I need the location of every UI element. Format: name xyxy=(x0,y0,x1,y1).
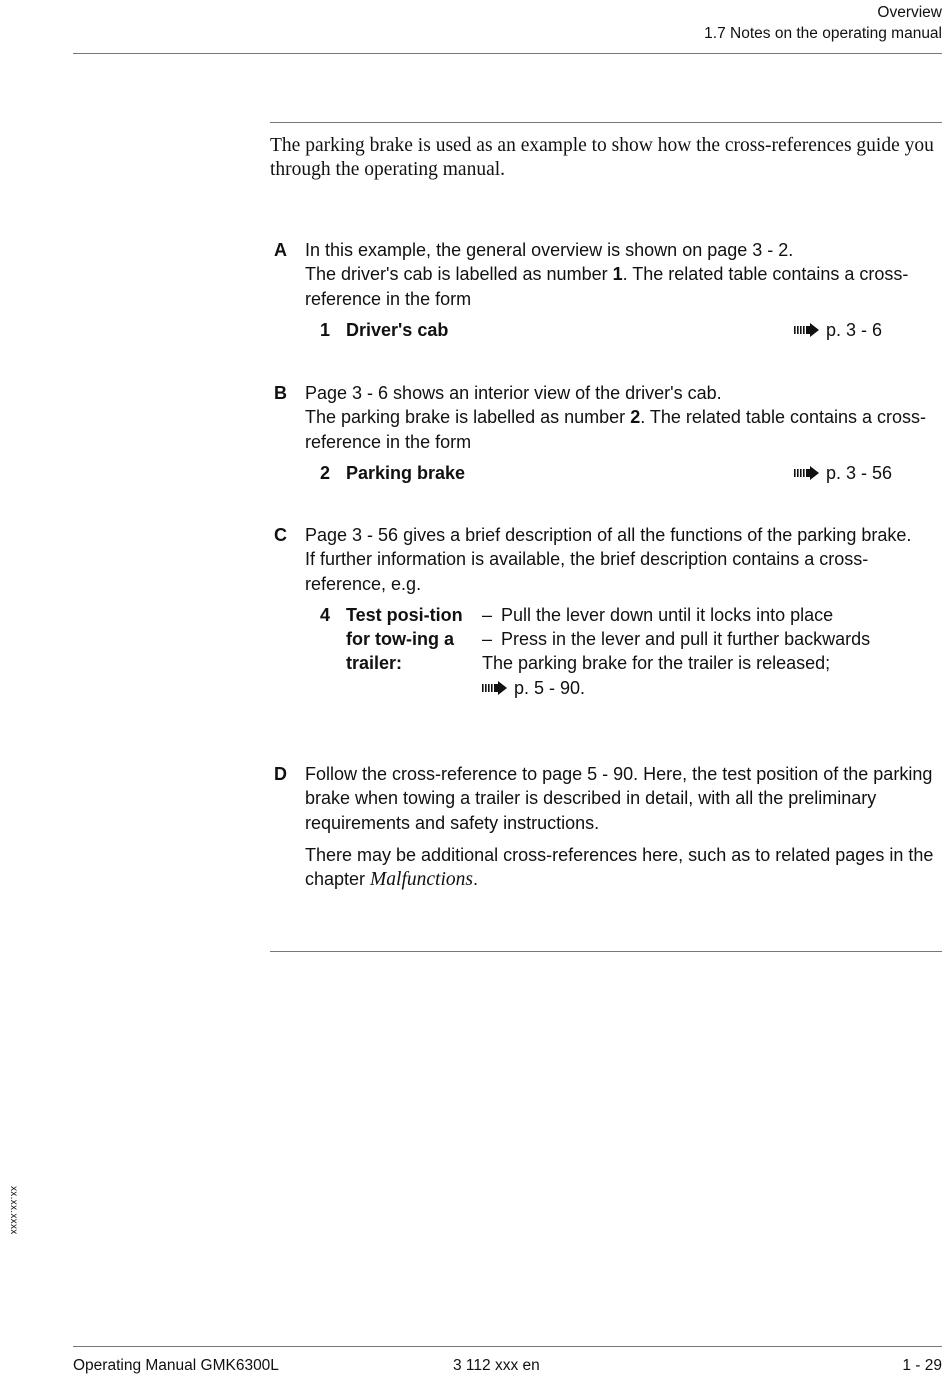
intro-paragraph: The parking brake is used as an example to show how the cross-references guide you through the operating manual. xyxy=(270,135,934,180)
ref-page-link[interactable] xyxy=(482,676,942,700)
section-c-line1: Page 3 - 56 gives a brief description of all the functions of the parking brake. xyxy=(305,525,912,545)
text: . xyxy=(472,869,478,890)
ref-page-link[interactable] xyxy=(794,318,882,342)
ref-page: p. 3 - 56 xyxy=(826,462,893,483)
chapter-name: Malfunctions xyxy=(370,869,473,891)
header-section: Overview xyxy=(877,4,942,21)
header-subsection: 1.7 Notes on the operating manual xyxy=(704,25,942,42)
item-number: 1 xyxy=(612,264,623,285)
ref-number: 2 xyxy=(320,462,331,483)
text: The parking brake is labelled as number xyxy=(305,407,631,428)
text: The driver's cab is labelled as number xyxy=(305,264,613,285)
content-top-rule xyxy=(270,122,942,123)
ref-label: Driver's cab xyxy=(346,319,449,340)
section-d xyxy=(274,762,942,892)
list-item-text: Pull the lever down until it locks into place xyxy=(501,604,834,625)
header-rule xyxy=(73,53,942,54)
table-row-number: 4 xyxy=(320,604,331,625)
ref-label: Parking brake xyxy=(346,462,466,483)
section-d-para2 xyxy=(305,843,942,893)
ref-page: p. 5 - 90. xyxy=(514,677,586,698)
ref-page-link[interactable] xyxy=(794,461,892,485)
content-bottom-rule xyxy=(270,951,942,952)
footer-center: 3 112 xxx en xyxy=(453,1357,540,1374)
page-header xyxy=(704,2,942,44)
function-table-row xyxy=(274,603,942,699)
table-row-description xyxy=(482,603,942,700)
dash: – xyxy=(482,629,493,650)
section-b xyxy=(274,381,942,492)
footer-rule xyxy=(73,1346,942,1347)
dash: – xyxy=(482,604,493,625)
ref-number: 1 xyxy=(320,319,331,340)
section-a-line1: In this example, the general overview is shown on page 3 - 2. xyxy=(305,240,794,260)
footer-page-number: 1 - 29 xyxy=(902,1357,942,1374)
section-letter: C xyxy=(274,525,287,545)
section-a xyxy=(274,238,942,349)
section-letter: D xyxy=(274,764,287,784)
ref-page: p. 3 - 6 xyxy=(826,319,883,340)
section-b-line1: Page 3 - 6 shows an interior view of the driver's cab. xyxy=(305,383,722,403)
section-c-line2: If further information is available, the brief description contains a cross-reference, e.g. xyxy=(305,549,869,594)
list-item xyxy=(482,627,942,651)
side-code: xx.xx.xxxx xyxy=(8,1186,19,1235)
text: . The related table contains a cross-reference in the form xyxy=(305,264,909,309)
cross-reference-row xyxy=(274,318,942,349)
section-c xyxy=(274,523,942,699)
section-letter: A xyxy=(274,240,287,260)
list-item xyxy=(482,603,942,627)
cross-reference-row xyxy=(274,461,942,492)
section-letter: B xyxy=(274,383,287,403)
item-number: 2 xyxy=(630,407,641,428)
text: There may be additional cross-references here, such as to related pages in the chapter xyxy=(305,844,934,890)
section-a-line2 xyxy=(305,262,942,311)
list-item-text: Press in the lever and pull it further backwards xyxy=(501,629,871,650)
cross-reference-arrow-icon xyxy=(482,681,508,695)
cross-reference-arrow-icon xyxy=(794,466,820,480)
section-b-line2 xyxy=(305,405,942,454)
footer-left: Operating Manual GMK6300L xyxy=(73,1357,279,1374)
table-row-label: Test posi-tion for tow-ing a trailer: xyxy=(346,604,463,674)
section-d-para1: Follow the cross-reference to page 5 - 90. Here, the test position of the parking brake when towing a trailer is described in detail, with all the preliminary requirements and safety instructions. xyxy=(305,764,933,833)
text: . The related table contains a cross-reference in the form xyxy=(305,407,927,452)
table-row-note: The parking brake for the trailer is released; xyxy=(482,653,831,674)
cross-reference-arrow-icon xyxy=(794,323,820,337)
